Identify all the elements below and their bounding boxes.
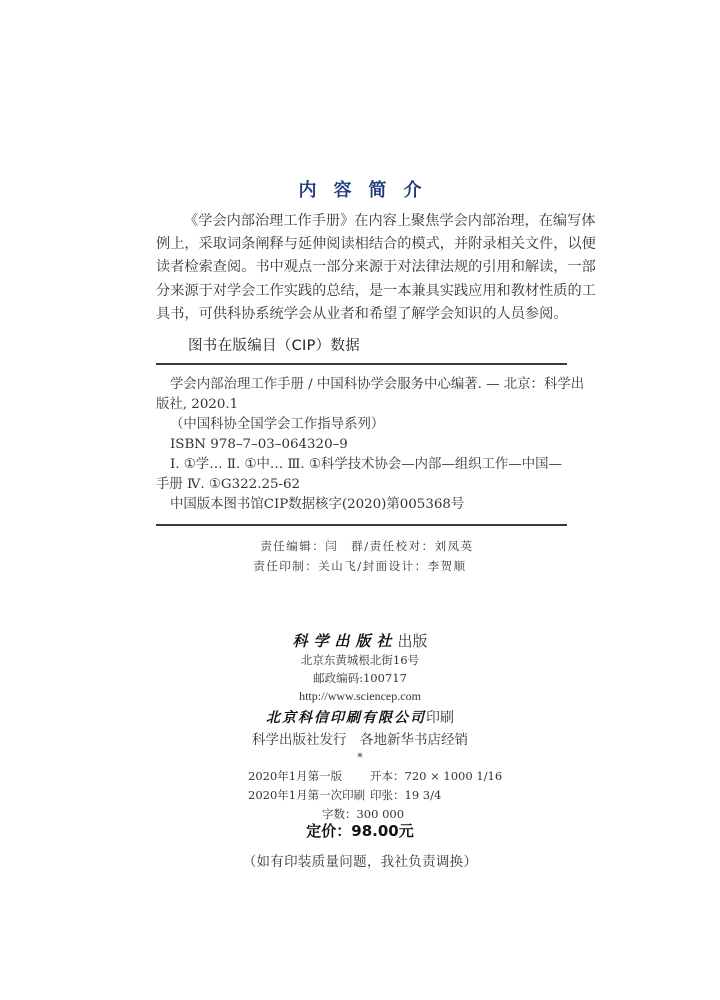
distribution-line: 科学出版社发行 各地新华书店经销 — [252, 732, 468, 748]
publisher-suffix: 出版 — [397, 632, 428, 650]
quality-notice: （如有印装质量问题，我社负责调换） — [242, 854, 478, 870]
publisher-address: 北京东黄城根北街16号 — [300, 653, 420, 667]
publisher-url: http://www.sciencep.com — [299, 689, 421, 703]
cip-heading: 图书在版编目（CIP）数据 — [188, 338, 361, 354]
word-count: 字数：300 000 — [321, 807, 405, 821]
publisher-name-line — [0, 630, 720, 652]
cip-line-classification-cont: 手册 Ⅳ. ①G322.25-62 — [156, 477, 301, 492]
format: 开本：720 × 1000 1/16 — [370, 769, 503, 783]
intro-line: 《学会内部治理工作手册》在内容上聚焦学会内部治理，在编写体 — [184, 213, 596, 229]
cip-line-record-number: 中国版本图书馆CIP数据核字(2020)第005368号 — [170, 497, 465, 512]
editors-line-1: 责任编辑：闫 群/责任校对：刘凤英 — [260, 539, 474, 553]
cip-line-series: （中国科协全国学会工作指导系列） — [170, 417, 385, 432]
first-edition: 2020年1月第一版 — [248, 769, 343, 783]
printed-sheets: 印张：19 3/4 — [370, 788, 442, 802]
printer-line — [0, 707, 720, 729]
intro-title: 内容简介 — [298, 180, 439, 201]
cip-line-title-cont: 版社, 2020.1 — [156, 397, 239, 412]
cip-line-title: 学会内部治理工作手册 / 中国科协学会服务中心编著. — 北京：科学出 — [170, 377, 585, 392]
cip-line-isbn: ISBN 978–7–03–064320–9 — [170, 437, 348, 452]
separator-asterisk: * — [357, 751, 363, 764]
intro-line: 分来源于对学会工作实践的总结，是一本兼具实践应用和教材性质的工 — [156, 282, 596, 299]
price: 定价：98.00元 — [306, 822, 414, 840]
editors-credits — [0, 536, 720, 576]
publisher-logo-text: 科学出版社 — [292, 632, 398, 650]
cip-data-block — [156, 375, 585, 515]
cip-top-rule — [156, 363, 567, 365]
cip-line-classification: Ⅰ. ①学… Ⅱ. ①中… Ⅲ. ①科学技术协会—内部—组织工作—中国— — [170, 457, 562, 472]
publisher-postcode: 邮政编码:100717 — [313, 670, 407, 685]
intro-line: 例上，采取词条阐释与延伸阅读相结合的模式，并附录相关文件，以便 — [156, 236, 596, 253]
printer-logo-text: 北京科信印刷有限公司 — [266, 710, 426, 726]
editors-line-2: 责任印制：关山飞/封面设计：李贺顺 — [253, 559, 467, 573]
intro-line: 具书，可供科协系统学会从业者和希望了解学会知识的人员参阅。 — [156, 305, 568, 322]
publisher-block — [0, 630, 720, 765]
intro-paragraph — [156, 210, 596, 326]
intro-line: 读者检索查阅。书中观点一部分来源于对法律法规的引用和解读，一部 — [156, 259, 596, 276]
cip-bottom-rule — [156, 524, 567, 526]
printer-suffix: 印刷 — [426, 710, 454, 726]
first-printing: 2020年1月第一次印刷 — [248, 788, 366, 802]
